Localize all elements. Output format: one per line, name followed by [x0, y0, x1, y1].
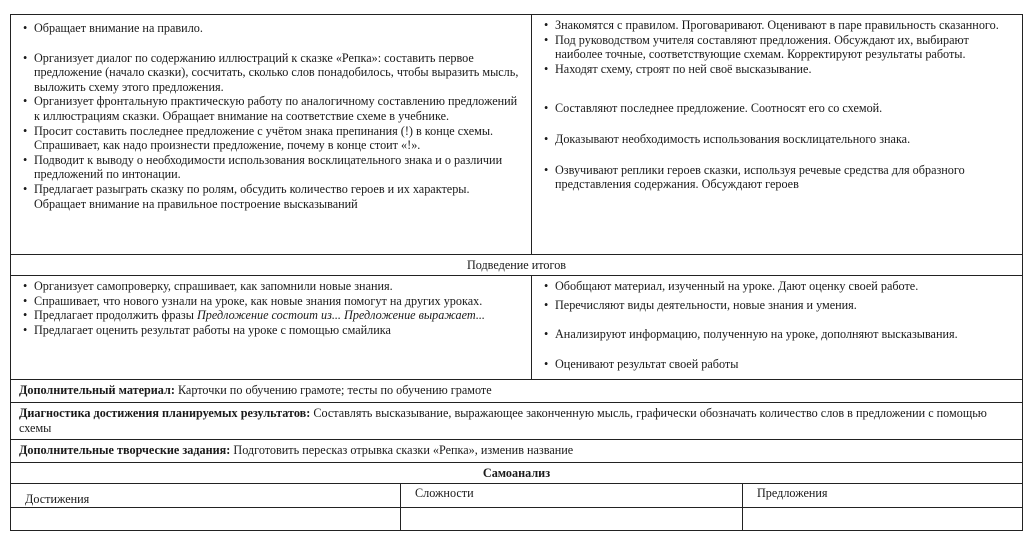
list-item: • Обобщают материал, изученный на уроке. Дают оценку своей работе.: [542, 279, 1014, 294]
list-item: • Предлагает оценить результат работы на уроке с помощью смайлика: [21, 323, 521, 338]
list-item: • Предлагает разыграть сказку по ролям, обсудить количество героев и их характеры. Обращает внимание на правильное построение высказываний: [21, 182, 521, 211]
list-item: • Организует диалог по содержанию иллюстраций к сказке «Репка»: составить первое предложение (начало сказки), сосчитать, сколько слов понадобилось, чтобы выразить мысль, выложить схему этого предложения.: [21, 51, 521, 95]
extra-label: Дополнительный материал:: [19, 383, 175, 397]
diagnostics: [11, 403, 1023, 440]
list-item: • Обращает внимание на правило.: [21, 21, 521, 36]
phrase-italic: Предложение состоит из... Предложение выражает...: [196, 308, 485, 323]
summary-student-cell: [532, 276, 1023, 380]
list-item: • Организует самопроверку, спрашивает, как запомнили новые знания.: [21, 279, 521, 294]
summary-title: Подведение итогов: [11, 255, 1023, 276]
creative-tasks: [11, 440, 1023, 463]
list-item: • Знакомятся с правилом. Проговаривают. Оценивают в паре правильность сказанного.: [542, 18, 1014, 33]
list-item: • Анализируют информацию, полученную на уроке, дополняют высказывания.: [542, 327, 1014, 342]
list-item: [21, 308, 521, 323]
col-difficulties: Сложности: [401, 483, 743, 507]
list-item: • Составляют последнее предложение. Соотносят его со схемой.: [542, 101, 1014, 116]
lesson-plan-table: [10, 14, 1022, 531]
col-suggestions: Предложения: [743, 483, 1023, 507]
selfanalysis-table: [10, 483, 1023, 531]
cell-achievements: [11, 507, 401, 530]
extra-material: [11, 380, 1023, 403]
activity-row: [11, 15, 1023, 255]
list-item: • Организует фронтальную практическую работу по аналогичному составлению предложений к иллюстрациям сказки. Обращает внимание на соответствие схеме в учебнике.: [21, 94, 521, 123]
creative-label: Дополнительные творческие задания:: [19, 443, 231, 457]
list-item: • Оценивают результат своей работы: [542, 357, 1014, 372]
list-item: • Под руководством учителя составляют предложения. Обсуждают их, выбирают наиболее точные, соответствующие схемам. Корректируют результаты работы.: [542, 33, 1014, 62]
student-activity-cell: [532, 15, 1023, 255]
col-achievements: Достижения: [11, 483, 401, 507]
diag-label: Диагностика достижения планируемых результатов:: [19, 406, 311, 420]
selfanalysis-title: Самоанализ: [11, 463, 1023, 484]
extra-text: Карточки по обучению грамоте; тесты по обучению грамоте: [177, 383, 492, 397]
diag-text: Составлять высказывание, выражающее законченную мысль, графически обозначать количество слов в предложении с помощью схемы: [19, 406, 987, 435]
teacher-activity-cell: [11, 15, 532, 255]
cell-difficulties: [401, 507, 743, 530]
list-item: • Находят схему, строят по ней своё высказывание.: [542, 62, 1014, 77]
list-item: • Доказывают необходимость использования восклицательного знака.: [542, 132, 1014, 147]
summary-teacher-cell: [11, 276, 532, 380]
list-item-text: Предлагает продолжить фразы: [34, 308, 194, 323]
list-item: • Перечисляют виды деятельности, новые знания и умения.: [542, 298, 1014, 313]
list-item: • Озвучивают реплики героев сказки, используя речевые средства для образного представления содержания. Обсуждают героев: [542, 163, 1014, 192]
creative-text: Подготовить пересказ отрывка сказки «Репка», изменив название: [233, 443, 574, 457]
list-item: • Спрашивает, что нового узнали на уроке, как новые знания помогут на других уроках.: [21, 294, 521, 309]
list-item: • Просит составить последнее предложение с учётом знака препинания (!) в конце схемы. Спрашивает, как надо произнести предложение, почему в конце стоит «!».: [21, 124, 521, 153]
summary-row: [11, 276, 1023, 380]
list-item: • Подводит к выводу о необходимости использования восклицательного знака и о различии предложений по интонации.: [21, 153, 521, 182]
cell-suggestions: [743, 507, 1023, 530]
